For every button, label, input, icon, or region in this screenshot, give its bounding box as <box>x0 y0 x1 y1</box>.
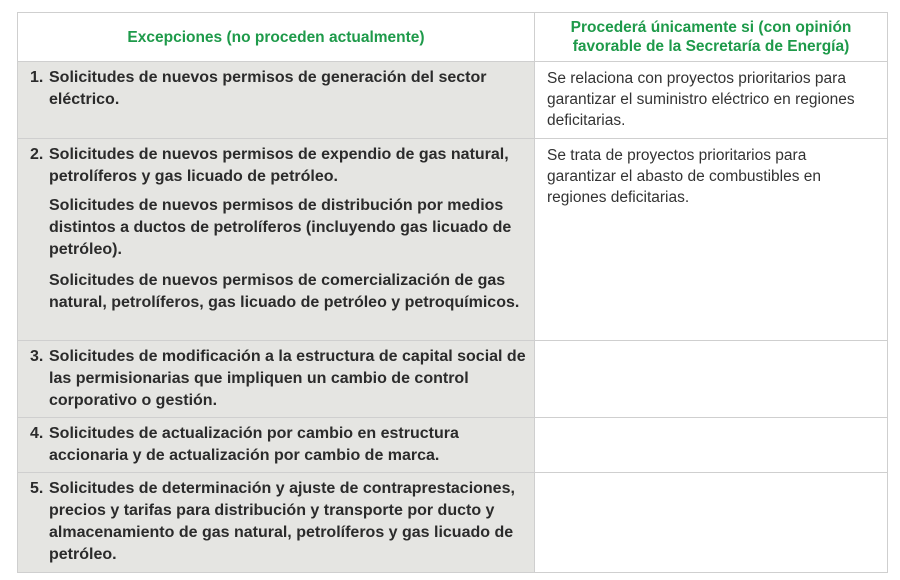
condition-cell <box>535 473 888 573</box>
exception-cell <box>18 473 535 573</box>
table-row <box>18 139 888 341</box>
condition-cell: Se relaciona con proyectos prioritarios para garantizar el suministro eléctrico en regiones deficitarias. <box>535 62 888 139</box>
exceptions-table <box>17 12 888 573</box>
item-number: 1. <box>30 69 44 86</box>
item-number: 2. <box>30 146 44 163</box>
header-row <box>18 13 888 62</box>
item-text: Solicitudes de nuevos permisos de expendio de gas natural, petrolíferos y gas licuado de petróleo. <box>49 146 509 185</box>
table-row <box>18 341 888 418</box>
item-number: 4. <box>30 425 44 442</box>
item-text: Solicitudes de actualización por cambio en estructura accionaria y de actualización por cambio de marca. <box>49 425 459 464</box>
condition-cell <box>535 418 888 473</box>
table-row <box>18 62 888 139</box>
condition-cell: Se trata de proyectos prioritarios para garantizar el abasto de combustibles en regiones deficitarias. <box>535 139 888 341</box>
header-conditions: Procederá únicamente si (con opinión favorable de la Secretaría de Energía) <box>535 13 888 62</box>
item-number: 5. <box>30 480 44 497</box>
item-text: Solicitudes de nuevos permisos de generación del sector eléctrico. <box>49 69 487 108</box>
condition-cell <box>535 341 888 418</box>
table-row <box>18 473 888 573</box>
item-number: 3. <box>30 348 44 365</box>
header-exceptions: Excepciones (no proceden actualmente) <box>18 13 535 62</box>
item-text: Solicitudes de determinación y ajuste de contraprestaciones, precios y tarifas para distribución y transporte por ducto y almacenamiento de gas natural, petrolíferos y gas licuado de petróleo. <box>49 480 515 563</box>
exception-cell <box>18 341 535 418</box>
exception-cell <box>18 62 535 139</box>
exception-cell <box>18 139 535 341</box>
sub-item: Solicitudes de nuevos permisos de comercialización de gas natural, petrolíferos, gas licuado de petróleo y petroquímicos. <box>49 272 520 311</box>
item-text: Solicitudes de modificación a la estructura de capital social de las permisionarias que impliquen un cambio de control corporativo o gestión. <box>49 348 526 409</box>
table-row <box>18 418 888 473</box>
exception-cell <box>18 418 535 473</box>
sub-item: Solicitudes de nuevos permisos de distribución por medios distintos a ductos de petrolíferos (incluyendo gas licuado de petróleo). <box>49 197 512 258</box>
